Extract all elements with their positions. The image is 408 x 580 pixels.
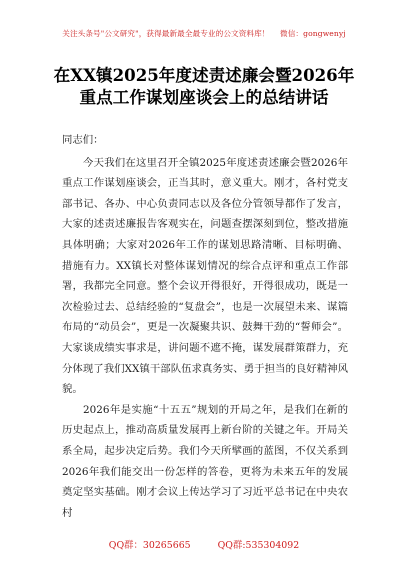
salutation: 同志们： — [62, 134, 104, 146]
header-banner — [0, 28, 408, 39]
footer-qq-group-1: QQ群：30265665 — [108, 540, 191, 551]
title-line-1: 在XX镇2025年度述责述廉会暨2026年 — [53, 65, 355, 85]
header-promo-text: 关注头条号"公文研究"，获得最新最全最专业的公文资料库！ — [62, 29, 270, 38]
title-line-2: 重点工作谋划座谈会上的总结讲话 — [79, 87, 329, 107]
footer-qq-group-2: QQ群:535304092 — [217, 540, 300, 551]
document-body — [62, 130, 348, 523]
body-paragraph: 今天我们在这里召开全镇2025年度述责述廉会暨2026年重点工作谋划座谈会，正当其时，意义重大。刚才，各村党支部书记、各办、中心负责同志以及各位分管领导都作了发言，大家的述责述廉报告客观实在，问题查摆深刻到位，整改措施具体明确；大家对2026年工作的谋划思路清晰、目标明确、措施有力。XX镇长对整体谋划情况的综合点评和重点工作部署，我都完全同意。整个会议开得很好，开得很成功，既是一次检验过去、总结经验的“复盘会”，也是一次展望未来、谋篇布局的“动员会”，更是一次凝聚共识、鼓舞干劲的“誓师会”。大家谈成绩实事求是，讲问题不遮不掩，谋发展群策群力，充分体现了我们XX镇干部队伍求真务实、勇于担当的良好精神风貌。 — [62, 156, 348, 396]
wechat-id: gongwenyj — [303, 29, 346, 38]
footer-contacts — [0, 537, 408, 551]
wechat-label: 微信： — [280, 29, 304, 38]
body-paragraph: 2026年是实施“十五五”规划的开局之年，是我们在新的历史起点上，推动高质量发展再上新台阶的关键之年。开局关系全局，起步决定后势。我们今天所擘画的蓝图，不仅关系到2026年我们能交出一份怎样的答卷，更将为未来五年的发展奠定坚实基础。刚才会议上传达学习了习近平总书记在中央农村 — [62, 403, 348, 519]
document-title — [30, 64, 378, 108]
